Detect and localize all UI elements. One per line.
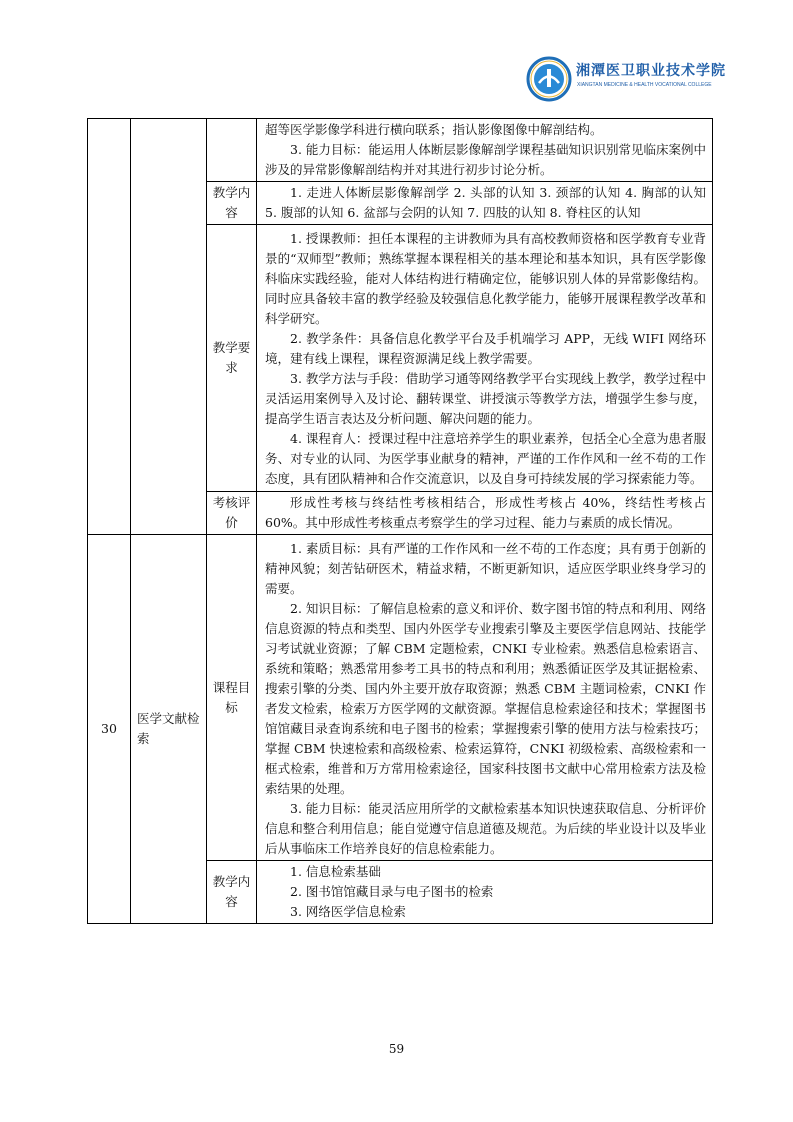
- course-name-cell: [131, 119, 207, 535]
- college-logo: [526, 56, 726, 102]
- evaluation-text: 形成性考核与终结性考核相结合，形成性考核占 40%，终结性考核占 60%。其中形成性考核重点考察学生的学习过程、能力与素质的成长情况。: [265, 495, 706, 530]
- content-label: 教学内容: [207, 182, 257, 225]
- evaluation-cell: [257, 492, 713, 535]
- course-name: 医学文献检索: [131, 535, 207, 924]
- content-text: 1. 走进人体断层影像解剖学 2. 头部的认知 3. 颈部的认知 4. 胸部的认知 5. 腹部的认知 6. 盆部与会阴的认知 7. 四肢的认知 8. 脊柱区的认知: [265, 185, 706, 220]
- list-item: 3. 网络医学信息检索: [290, 904, 406, 919]
- evaluation-label: 考核评价: [207, 492, 257, 535]
- list-item: 2. 图书馆馆藏目录与电子图书的检索: [290, 884, 494, 899]
- ability-goal-text: 3. 能力目标：能运用人体断层影像解剖学课程基础知识识别常见临床案例中涉及的异常影像解剖结构并对其进行初步讨论分析。: [265, 142, 706, 177]
- course-number: 30: [88, 535, 131, 924]
- knowledge-goal-text: 2. 知识目标：了解信息检索的意义和评价、数字图书馆的特点和利用、网络信息资源的特点和类型、国内外医学专业搜索引擎及主要医学信息网站、技能学习考试就业资源；了解 CBM 定题检索，CNKI 专业检索。熟悉信息检索语言、系统和策略；熟悉常用参考工具书的特点和利用；熟悉循证医学及其证据检索、搜索引擎的分类、国内外主要开放存取资源；熟悉 CBM 主题词检索，CNKI 作者发文检索，检索万方医学网的文献资源。掌握信息检索途径和技术；掌握图书馆馆藏目录查询系统和电子图书的检索；掌握搜索引擎的使用方法与检索技巧；掌握 CBM 快速检索和高级检索、检索运算符，CNKI 初级检索、高级检索和一框式检索，维普和万方常用检索途径，国家科技图书文献中心常用检索方法及检索结果的处理。: [265, 601, 706, 796]
- goal-cell: [257, 119, 713, 182]
- page-number: 59: [388, 1042, 405, 1056]
- number-cell: [88, 119, 131, 535]
- course-table: [87, 118, 713, 924]
- list-item: 1. 信息检索基础: [290, 864, 381, 879]
- goal-label: 课程目标: [207, 535, 257, 861]
- ability-goal-text: 3. 能力目标：能灵活应用所学的文献检索基本知识快速获取信息、分析评价信息和整合利用信息；能自觉遵守信息道德及规范。为后续的毕业设计以及毕业后从事临床工作培养良好的信息检索能力。: [265, 801, 706, 856]
- requirement-conditions: 2. 教学条件：具备信息化教学平台及手机端学习 APP，无线 WIFI 网络环境，建有线上课程，课程资源满足线上教学需要。: [265, 331, 706, 366]
- content-cell: [257, 182, 713, 225]
- goal-cell: [257, 535, 713, 861]
- requirement-methods: 3. 教学方法与手段：借助学习通等网络教学平台实现线上教学，教学过程中灵活运用案例导入及讨论、翻转课堂、讲授演示等教学方法，增强学生参与度，提高学生语言表达及分析问题、解决问题的能力。: [265, 371, 706, 426]
- requirement-cell: [257, 225, 713, 492]
- quality-goal-text: 1. 素质目标：具有严谨的工作作风和一丝不苟的工作态度；具有勇于创新的精神风貌；刻苦钻研医术，精益求精，不断更新知识，适应医学职业终身学习的需要。: [265, 541, 706, 596]
- table-row: [88, 535, 713, 861]
- goal-continued-text: 超等医学影像学科进行横向联系；指认影像图像中解剖结构。: [265, 122, 603, 137]
- content-cell: [257, 861, 713, 924]
- requirement-teacher: 1. 授课教师：担任本课程的主讲教师为具有高校教师资格和医学教育专业背景的“双师型”教师；熟练掌握本课程相关的基本理论和基本知识，具有医学影像科临床实践经验，能对人体结构进行精确定位，能够识别人体的异常影像结构。同时应具备较丰富的教学经验及较强信息化教学能力，能够开展课程教学改革和科学研究。: [265, 231, 706, 326]
- requirement-label: 教学要求: [207, 225, 257, 492]
- college-name-en: XIANGTAN MEDICINE & HEALTH VOCATIONAL COLLEGE: [577, 82, 712, 88]
- requirement-education: 4. 课程育人：授课过程中注意培养学生的职业素养，包括全心全意为患者服务、对专业的认同、为医学事业献身的精神，严谨的工作作风和一丝不苟的工作态度，具有团队精神和合作交流意识，以及自身可持续发展的学习探索能力等。: [265, 431, 706, 486]
- content-label: 教学内容: [207, 861, 257, 924]
- college-name: 湘潭医卫职业技术学院: [576, 63, 726, 79]
- table-row: [88, 119, 713, 182]
- goal-label-cell: [207, 119, 257, 182]
